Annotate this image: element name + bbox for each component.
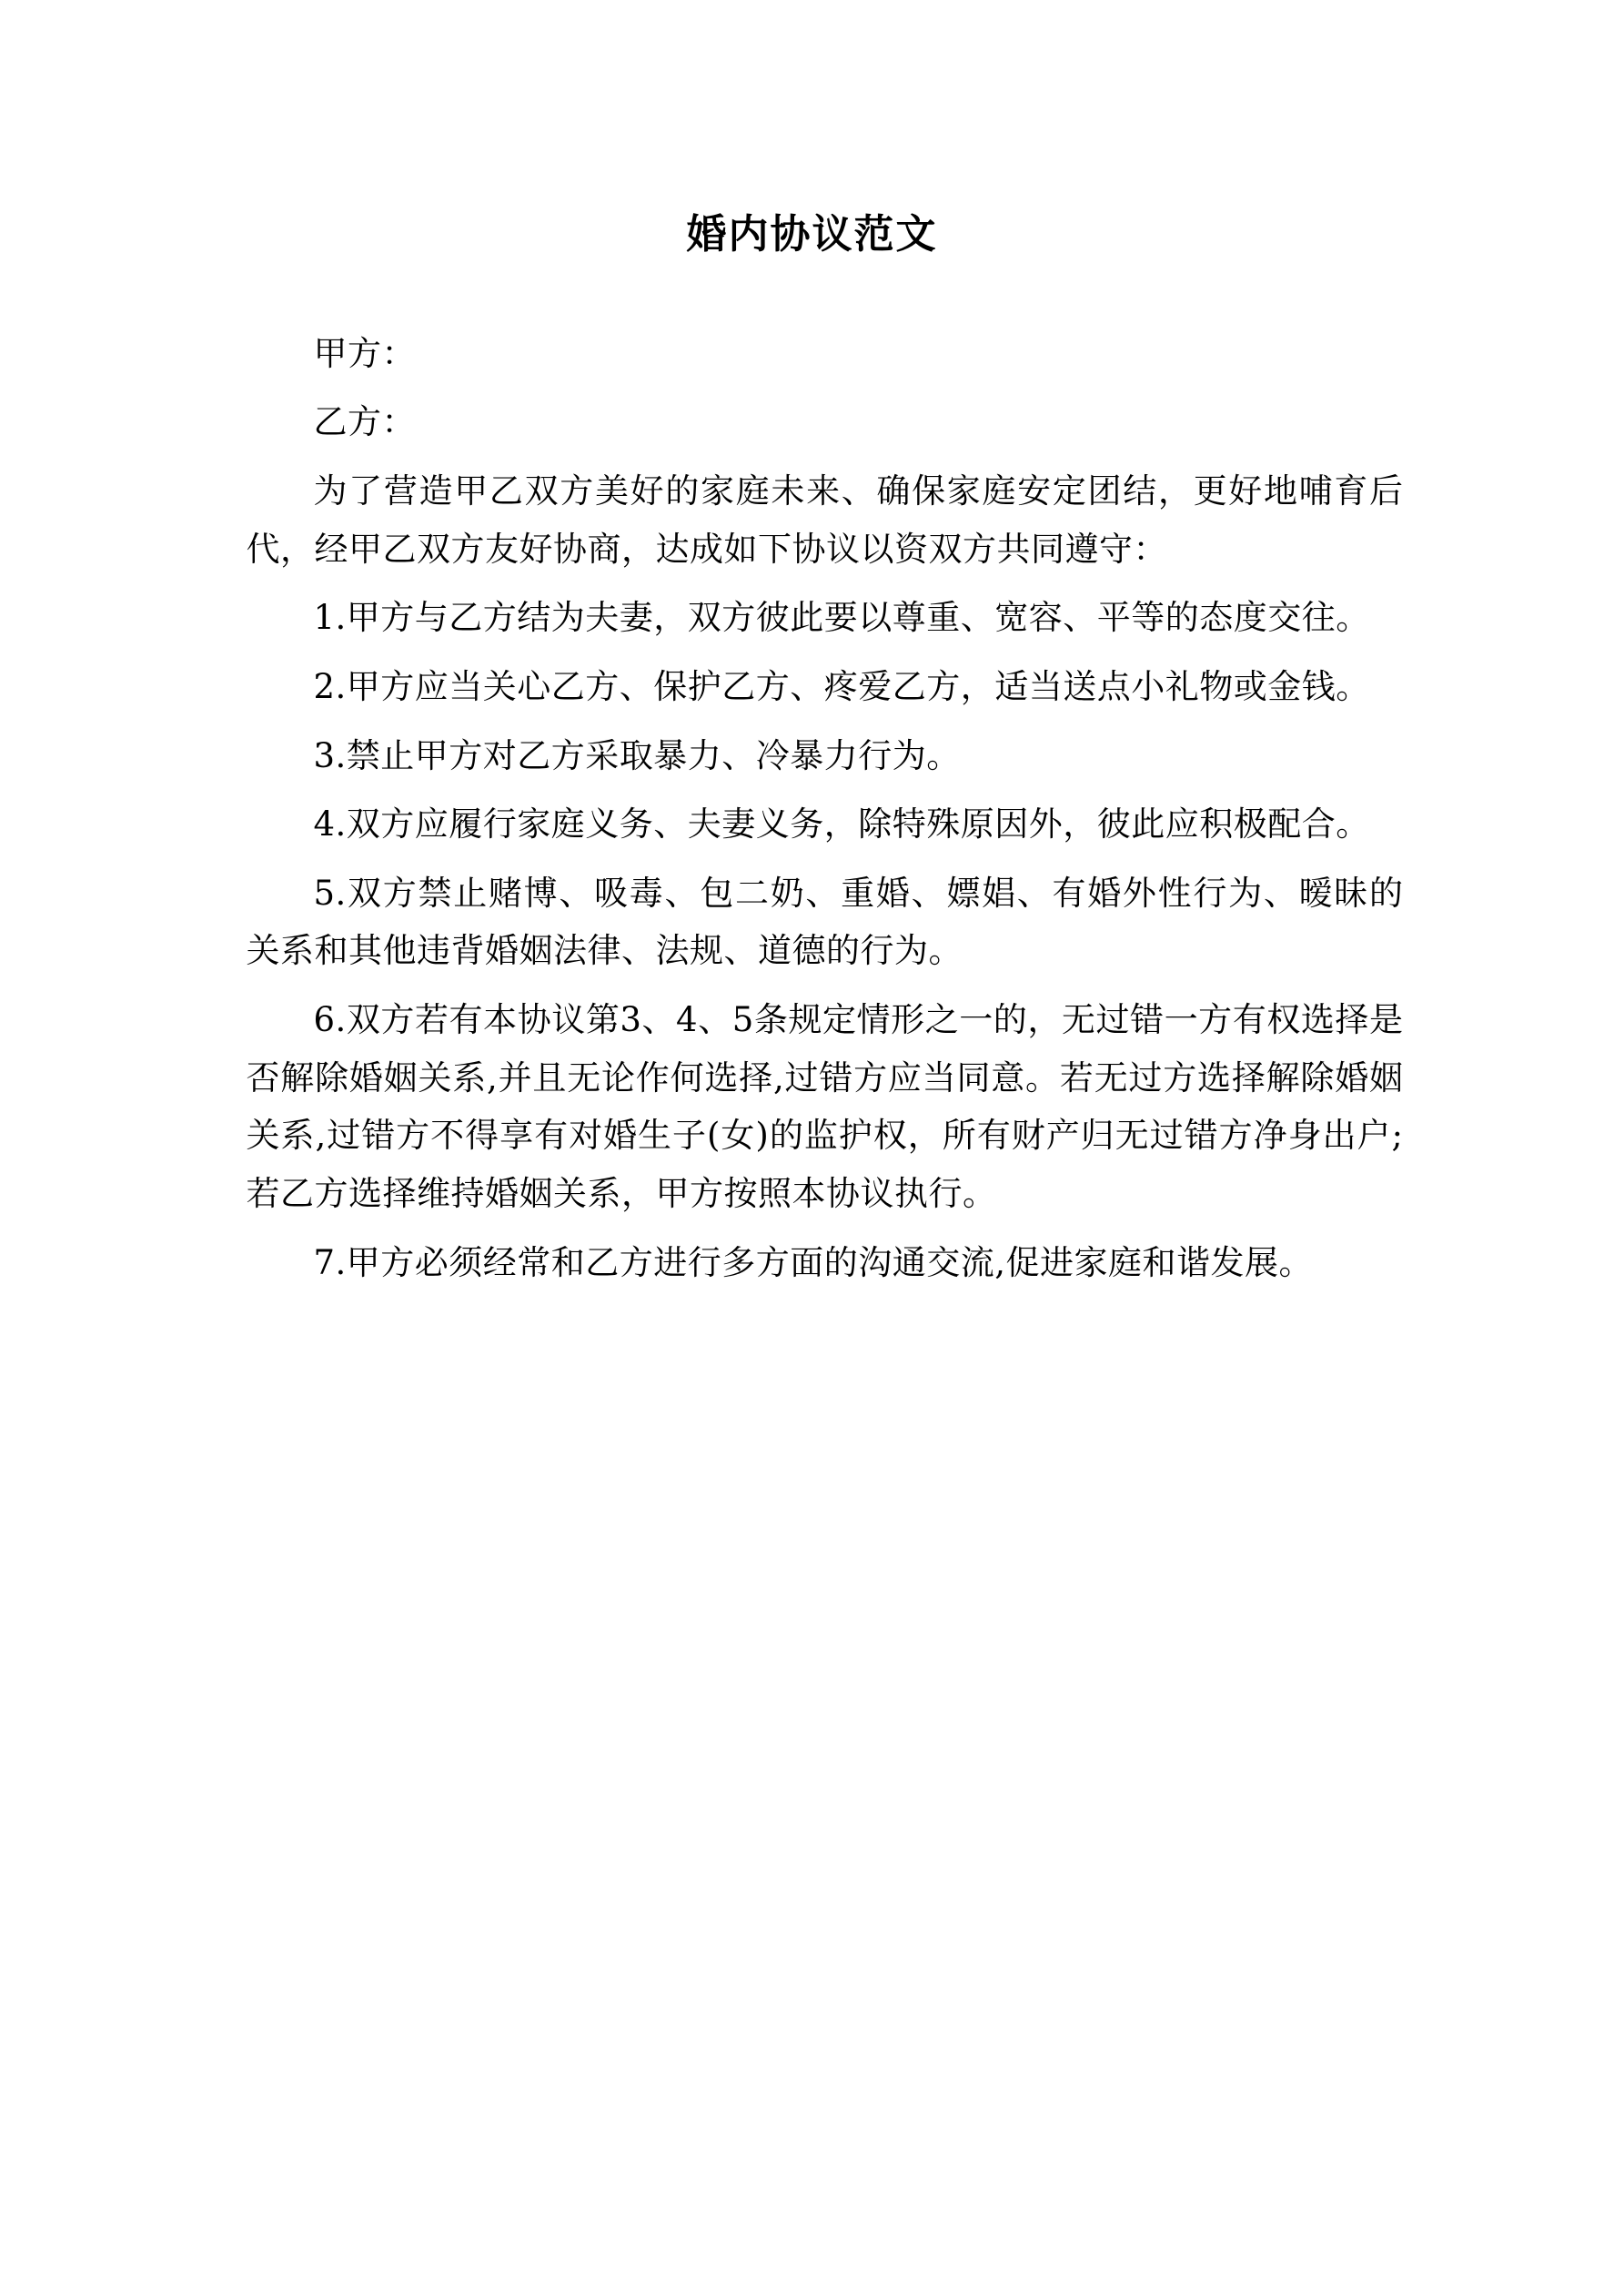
page-title: 婚内协议范文 [686, 211, 938, 258]
paragraph-party-a: 甲方： [313, 333, 416, 373]
paragraph-clause-6: 6.双方若有本协议第3、4、5条规定情形之一的，无过错一方有权选择是否解除婚姻关系,并且无论作何选择,过错方应当同意。若无过方选择解除婚姻关系,过错方不得享有对婚生子(女)的监护权，所有财产归无过错方净身出户;若乙方选择维持婚姻关系，甲方按照本协议执行。 [246, 1000, 1404, 1213]
paragraph-clause-5: 5.双方禁止赌博、吸毒、包二奶、重婚、嫖娼、有婚外性行为、暧昧的关系和其他违背婚姻法律、法规、道德的行为。 [246, 873, 1404, 971]
paragraph-clause-3: 3.禁止甲方对乙方采取暴力、冷暴力行为。 [313, 735, 961, 775]
paragraph-preamble: 为了营造甲乙双方美好的家庭未来、确保家庭安定团结，更好地哺育后代，经甲乙双方友好协商，达成如下协议以资双方共同遵守： [246, 471, 1404, 569]
document-body [221, 325, 1404, 1291]
paragraph-clause-2: 2.甲方应当关心乙方、保护乙方、疼爱乙方，适当送点小礼物或金钱。 [313, 666, 1370, 706]
paragraph-clause-1: 1.甲方与乙方结为夫妻，双方彼此要以尊重、宽容、平等的态度交往。 [313, 598, 1370, 638]
paragraph-clause-4: 4.双方应履行家庭义务、夫妻义务，除特殊原因外，彼此应积极配合。 [313, 804, 1370, 845]
paragraph-party-b: 乙方： [313, 402, 416, 442]
paragraph-clause-7: 7.甲方必须经常和乙方进行多方面的沟通交流,促进家庭和谐发展。 [313, 1242, 1314, 1282]
